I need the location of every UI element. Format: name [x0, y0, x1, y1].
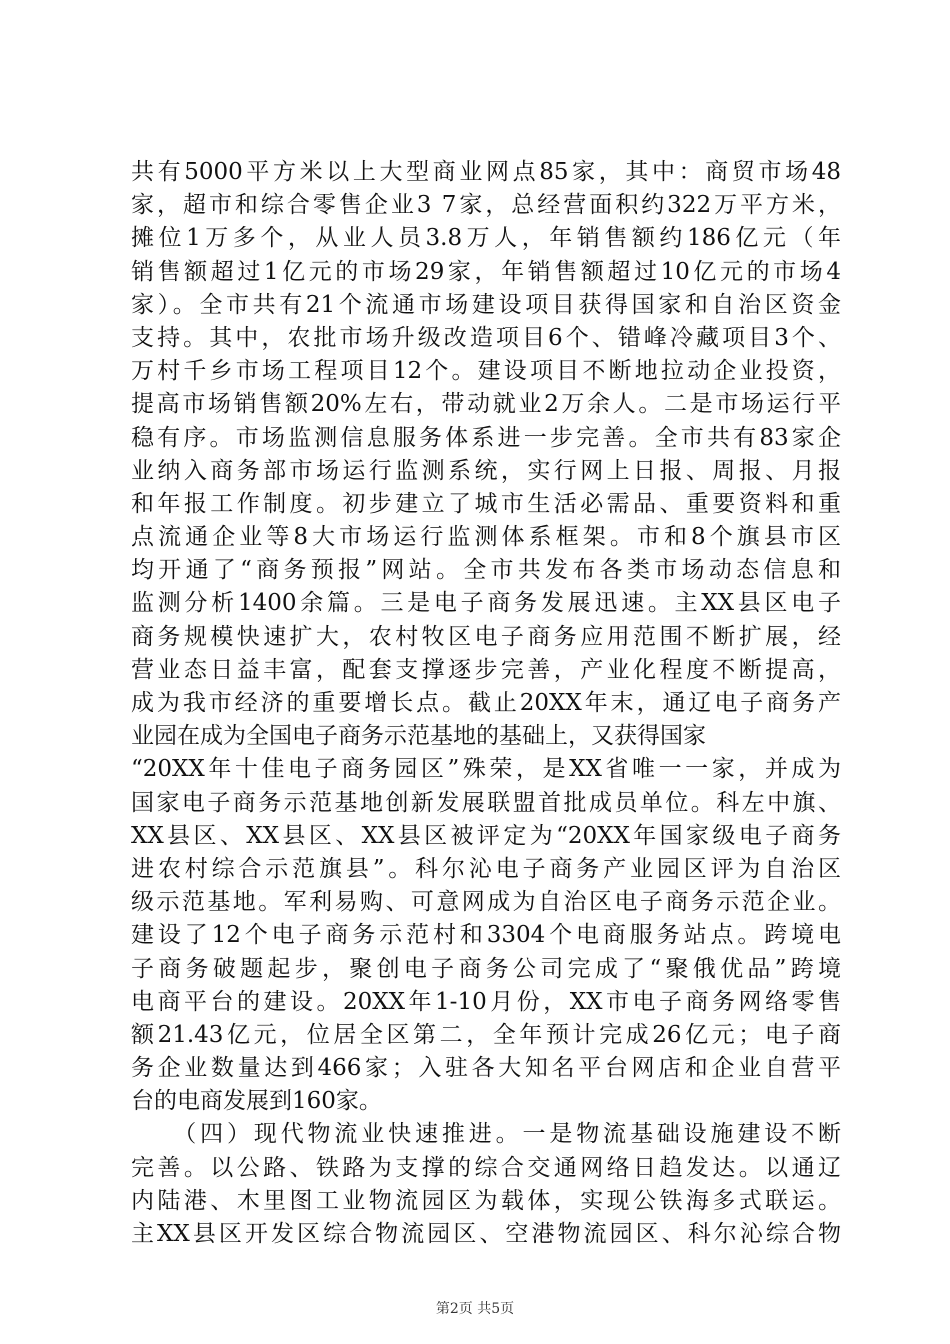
text-line: 级示范基地。军利易购、可意网成为自治区电子商务示范企业。	[131, 889, 841, 916]
text-line: 国家电子商务示范基地创新发展联盟首批成员单位。科左中旗、	[131, 789, 841, 816]
text-line: 共有5000平方米以上大型商业网点85家，其中：商贸市场48	[131, 159, 841, 185]
text-line: 业纳入商务部市场运行监测系统，实行网上日报、周报、月报	[131, 457, 841, 484]
text-line: 点流通企业等8大市场运行监测体系框架。市和8个旗县市区	[131, 524, 841, 551]
text-line: 成为我市经济的重要增长点。截止20XX年末，通辽电子商务产	[131, 690, 841, 716]
text-line: “20XX年十佳电子商务园区”殊荣，是XX省唯一一家，并成为	[131, 756, 841, 783]
text-line: 提高市场销售额20%左右，带动就业2万余人。二是市场运行平	[131, 391, 841, 418]
text-line: （四）现代物流业快速推进。一是物流基础设施建设不断	[131, 1121, 841, 1148]
text-line: 万村千乡市场工程项目12个。建设项目不断地拉动企业投资，	[131, 358, 841, 385]
text-line: 家）。全市共有21个流通市场建设项目获得国家和自治区资金	[131, 291, 841, 318]
text-line: 主XX县区开发区综合物流园区、空港物流园区、科尔沁综合物	[131, 1221, 841, 1247]
text-line: 摊位1万多个，从业人员3.8万人，年销售额约186亿元（年	[131, 225, 841, 252]
page-footer: 第2页 共5页	[435, 1301, 515, 1317]
text-line: 电商平台的建设。20XX年1-10月份，XX市电子商务网络零售	[131, 988, 841, 1015]
text-line: XX县区、XX县区、XX县区被评定为“20XX年国家级电子商务	[131, 822, 841, 849]
text-line: 支持。其中，农批市场升级改造项目6个、错峰冷藏项目3个、	[131, 324, 841, 351]
text-line: 内陆港、木里图工业物流园区为载体，实现公铁海多式联运。	[131, 1187, 841, 1214]
text-line: 台的电商发展到160家。	[131, 1088, 382, 1115]
text-line: 进农村综合示范旗县”。科尔沁电子商务产业园区评为自治区	[131, 855, 841, 882]
text-line: 均开通了“商务预报”网站。全市共发布各类市场动态信息和	[131, 557, 841, 584]
text-line: 销售额超过1亿元的市场29家，年销售额超过10亿元的市场4	[131, 258, 841, 285]
text-line: 完善。以公路、铁路为支撑的综合交通网络日趋发达。以通辽	[131, 1154, 841, 1181]
text-line: 家，超市和综合零售企业3 7家，总经营面积约322万平方米，	[131, 192, 841, 219]
text-line: 稳有序。市场监测信息服务体系进一步完善。全市共有83家企	[131, 424, 841, 451]
text-line: 商务规模快速扩大，农村牧区电子商务应用范围不断扩展，经	[131, 623, 841, 650]
text-line: 营业态日益丰富，配套支撑逐步完善，产业化程度不断提高，	[131, 656, 841, 683]
body-text	[131, 156, 841, 1251]
text-line: 务企业数量达到466家；入驻各大知名平台网店和企业自营平	[131, 1055, 841, 1082]
text-line: 和年报工作制度。初步建立了城市生活必需品、重要资料和重	[131, 490, 841, 517]
text-line: 建设了12个电子商务示范村和3304个电商服务站点。跨境电	[131, 922, 841, 949]
text-line: 子商务破题起步，聚创电子商务公司完成了“聚俄优品”跨境	[131, 955, 841, 982]
text-line: 额21.43亿元，位居全区第二，全年预计完成26亿元；电子商	[131, 1021, 841, 1048]
text-line: 业园在成为全国电子商务示范基地的基础上，又获得国家	[131, 723, 706, 750]
text-line: 监测分析1400余篇。三是电子商务发展迅速。主XX县区电子	[131, 590, 841, 617]
